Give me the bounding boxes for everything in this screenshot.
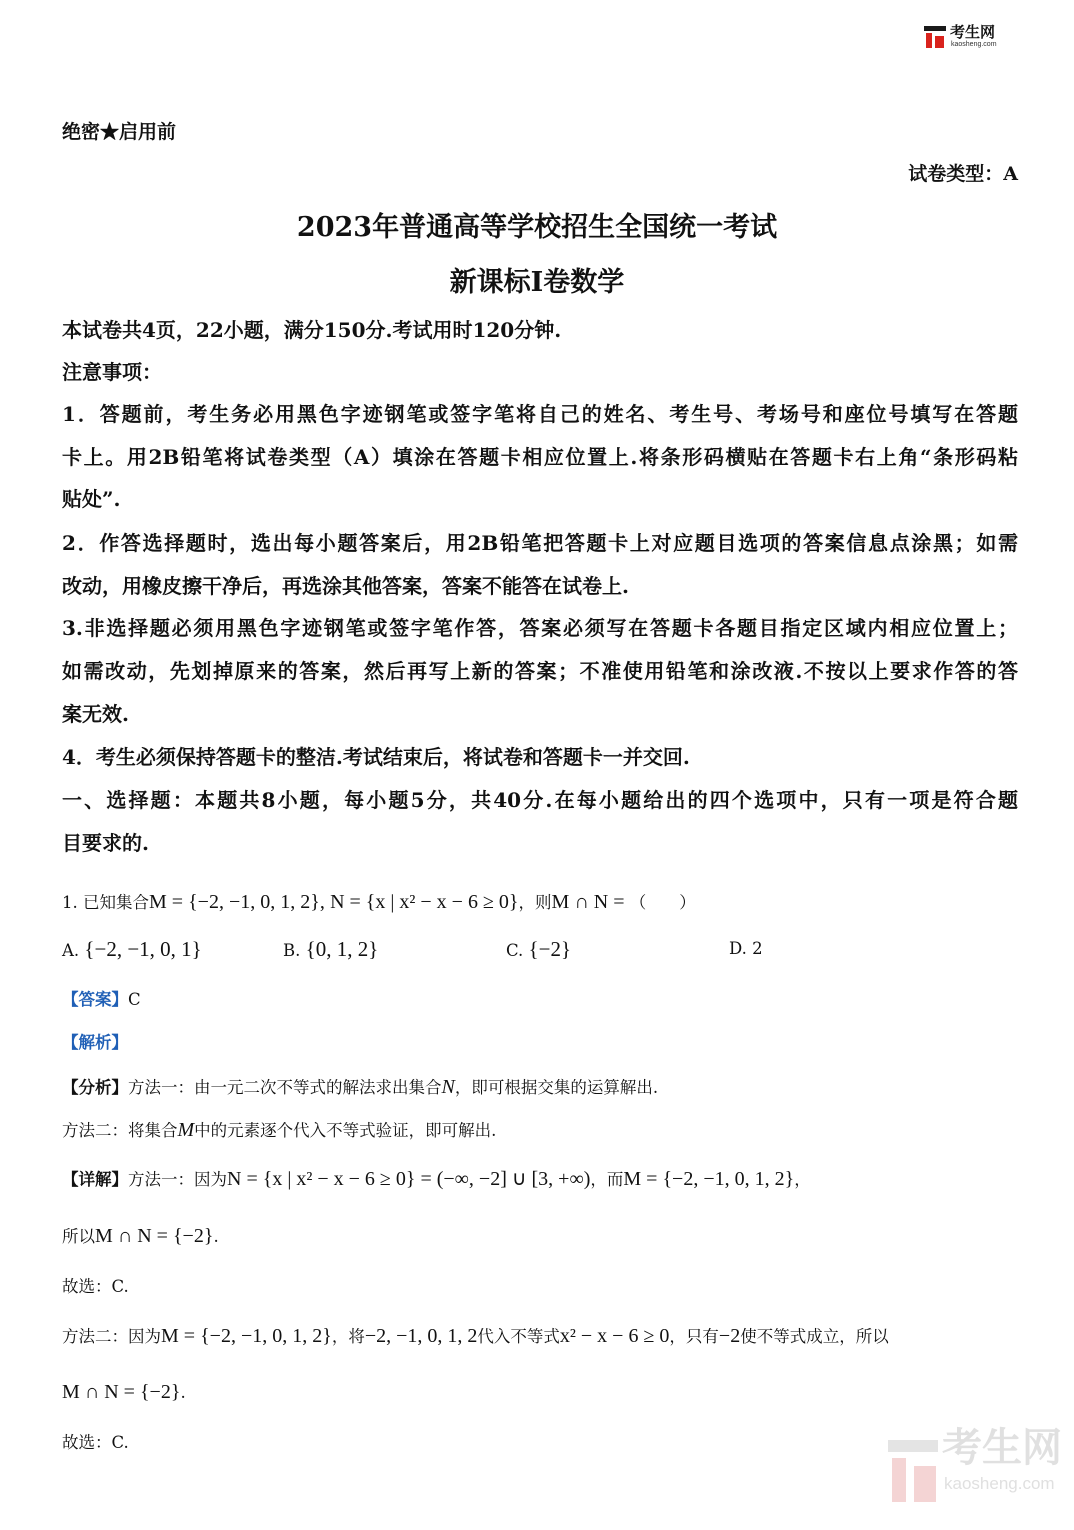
note-2-line: 改动，用橡皮擦干净后，再选涂其他答案，答案不能答在试卷上. xyxy=(62,574,629,598)
set-variable: M xyxy=(177,1119,195,1141)
detail-formula: N = {x | x² − x − 6 ≥ 0} = (−∞, −2] ∪ [3, +∞) xyxy=(227,1168,591,1190)
option-c xyxy=(506,934,571,966)
analysis-label: 【分析】 xyxy=(62,1078,128,1097)
option-value: {0, 1, 2} xyxy=(305,937,379,961)
note-2-line: 2．作答选择题时，选出每小题答案后，用2B铅笔把答题卡上对应题目选项的答案信息点涂黑；如需 xyxy=(62,531,1018,555)
method2-values: −2, −1, 0, 1, 2 xyxy=(364,1325,478,1347)
option-value: 2 xyxy=(752,939,763,958)
option-label: C. xyxy=(506,941,529,960)
explanation-label: 【解析】 xyxy=(62,1033,128,1052)
stem-text: ，则 xyxy=(518,893,552,912)
note-3-line: 案无效. xyxy=(62,702,129,726)
analysis-text: ，即可根据交集的运算解出. xyxy=(454,1078,659,1097)
answer-blank: （ ） xyxy=(629,893,696,912)
note-1-line: 卡上。用2B铅笔将试卷类型（A）填涂在答题卡相应位置上.将条形码横贴在答题卡右上角“条形码粘 xyxy=(62,445,1018,469)
watermark-domain: kaosheng.com xyxy=(944,1474,1055,1493)
therefore-text: 所以 xyxy=(62,1227,95,1246)
detail-label: 【详解】 xyxy=(62,1170,128,1189)
watermark xyxy=(886,1424,1066,1514)
therefore-formula: M ∩ N = {−2} xyxy=(95,1225,214,1247)
note-3-line: 如需改动，先划掉原来的答案，然后再写上新的答案；不准使用铅笔和涂改液.不按以上要求作答的答 xyxy=(62,659,1018,683)
method2-formula: M = {−2, −1, 0, 1, 2} xyxy=(161,1325,332,1347)
detail-text: ，而 xyxy=(590,1170,624,1189)
option-label: A. xyxy=(62,941,85,960)
watermark-name: 考生网 xyxy=(942,1424,1062,1471)
therefore-line xyxy=(62,1222,219,1251)
method2-text: ，只有 xyxy=(669,1327,719,1346)
section-heading-line: 一、选择题：本题共8小题，每小题5分，共40分.在每小题给出的四个选项中，只有一项是符合题 xyxy=(62,788,1018,812)
exam-intro: 本试卷共4页，22小题，满分150分.考试用时120分钟. xyxy=(62,318,562,342)
note-1-line: 贴处”. xyxy=(62,487,121,511)
question-number: 1. xyxy=(62,893,83,912)
brand-name: 考生网 xyxy=(950,23,996,41)
note-4-line: 4．考生必须保持答题卡的整洁.考试结束后，将试卷和答题卡一并交回. xyxy=(62,745,690,769)
analysis-text: 方法二：将集合 xyxy=(62,1121,178,1140)
therefore-end: . xyxy=(213,1227,219,1246)
set-m-formula: M = {−2, −1, 0, 1, 2} xyxy=(149,891,320,913)
answer-line xyxy=(62,986,141,1014)
result-end: . xyxy=(180,1383,186,1402)
analysis-line xyxy=(62,1073,658,1102)
note-3-line: 3.非选择题必须用黑色字迹钢笔或签字笔作答，答案必须写在答题卡各题目指定区域内相应位置上； xyxy=(62,616,1018,640)
intersection-expr: M ∩ N = xyxy=(551,891,625,913)
method2-text: 代入不等式 xyxy=(477,1327,560,1346)
analysis-text: 中的元素逐个代入不等式验证，即可解出. xyxy=(194,1121,497,1140)
page-subtitle: 新课标Ⅰ卷数学 xyxy=(449,267,625,298)
set-n-formula: N = {x | x² − x − 6 ≥ 0} xyxy=(330,891,519,913)
section-heading-line: 目要求的. xyxy=(62,831,149,855)
brand-logo xyxy=(924,24,1014,50)
question-1-stem xyxy=(62,888,696,917)
notes-heading: 注意事项： xyxy=(62,360,162,384)
option-d xyxy=(729,934,763,964)
option-b xyxy=(283,934,378,966)
analysis-method2-line xyxy=(62,1116,496,1145)
answer-value: C xyxy=(128,990,141,1009)
option-label: B. xyxy=(283,941,306,960)
confidential-mark: 绝密★启用前 xyxy=(62,121,177,143)
brand-logo-icon xyxy=(924,26,946,48)
method2-inequality: x² − x − 6 ≥ 0 xyxy=(559,1325,670,1347)
result-line xyxy=(62,1378,186,1407)
answer-label: 【答案】 xyxy=(62,990,128,1009)
option-a xyxy=(62,934,202,966)
watermark-logo-icon xyxy=(888,1440,938,1502)
result-formula: M ∩ N = {−2} xyxy=(62,1381,181,1403)
option-value: {−2, −1, 0, 1} xyxy=(84,937,202,961)
method2-text: 方法二：因为 xyxy=(62,1327,161,1346)
set-variable: N xyxy=(441,1076,455,1098)
note-1-line: 1．答题前，考生务必用黑色字迹钢笔或签字笔将自己的姓名、考生号、考场号和座位号填写在答题 xyxy=(62,402,1018,426)
method2-line xyxy=(62,1322,889,1351)
choice-line: 故选：C. xyxy=(62,1277,129,1296)
brand-domain: kaosheng.com xyxy=(951,41,997,48)
option-label: D. xyxy=(729,939,753,958)
stem-text: 已知集合 xyxy=(83,893,149,912)
option-value: {−2} xyxy=(528,937,572,961)
detail-formula: M = {−2, −1, 0, 1, 2} xyxy=(623,1168,795,1190)
method2-text: 使不等式成立，所以 xyxy=(740,1327,889,1346)
choice-line: 故选：C. xyxy=(62,1433,129,1452)
method2-value: −2 xyxy=(718,1325,741,1347)
analysis-text: 方法一：由一元二次不等式的解法求出集合 xyxy=(128,1078,442,1097)
page-title: 2023年普通高等学校招生全国统一考试 xyxy=(296,212,778,243)
detail-text: 方法一：因为 xyxy=(128,1170,227,1189)
paper-type: 试卷类型：A xyxy=(908,163,1018,185)
explanation-label-line xyxy=(62,1029,128,1057)
method2-text: ，将 xyxy=(331,1327,365,1346)
detail-text: ， xyxy=(794,1170,811,1189)
detail-line xyxy=(62,1165,811,1194)
stem-comma: , xyxy=(319,891,325,913)
